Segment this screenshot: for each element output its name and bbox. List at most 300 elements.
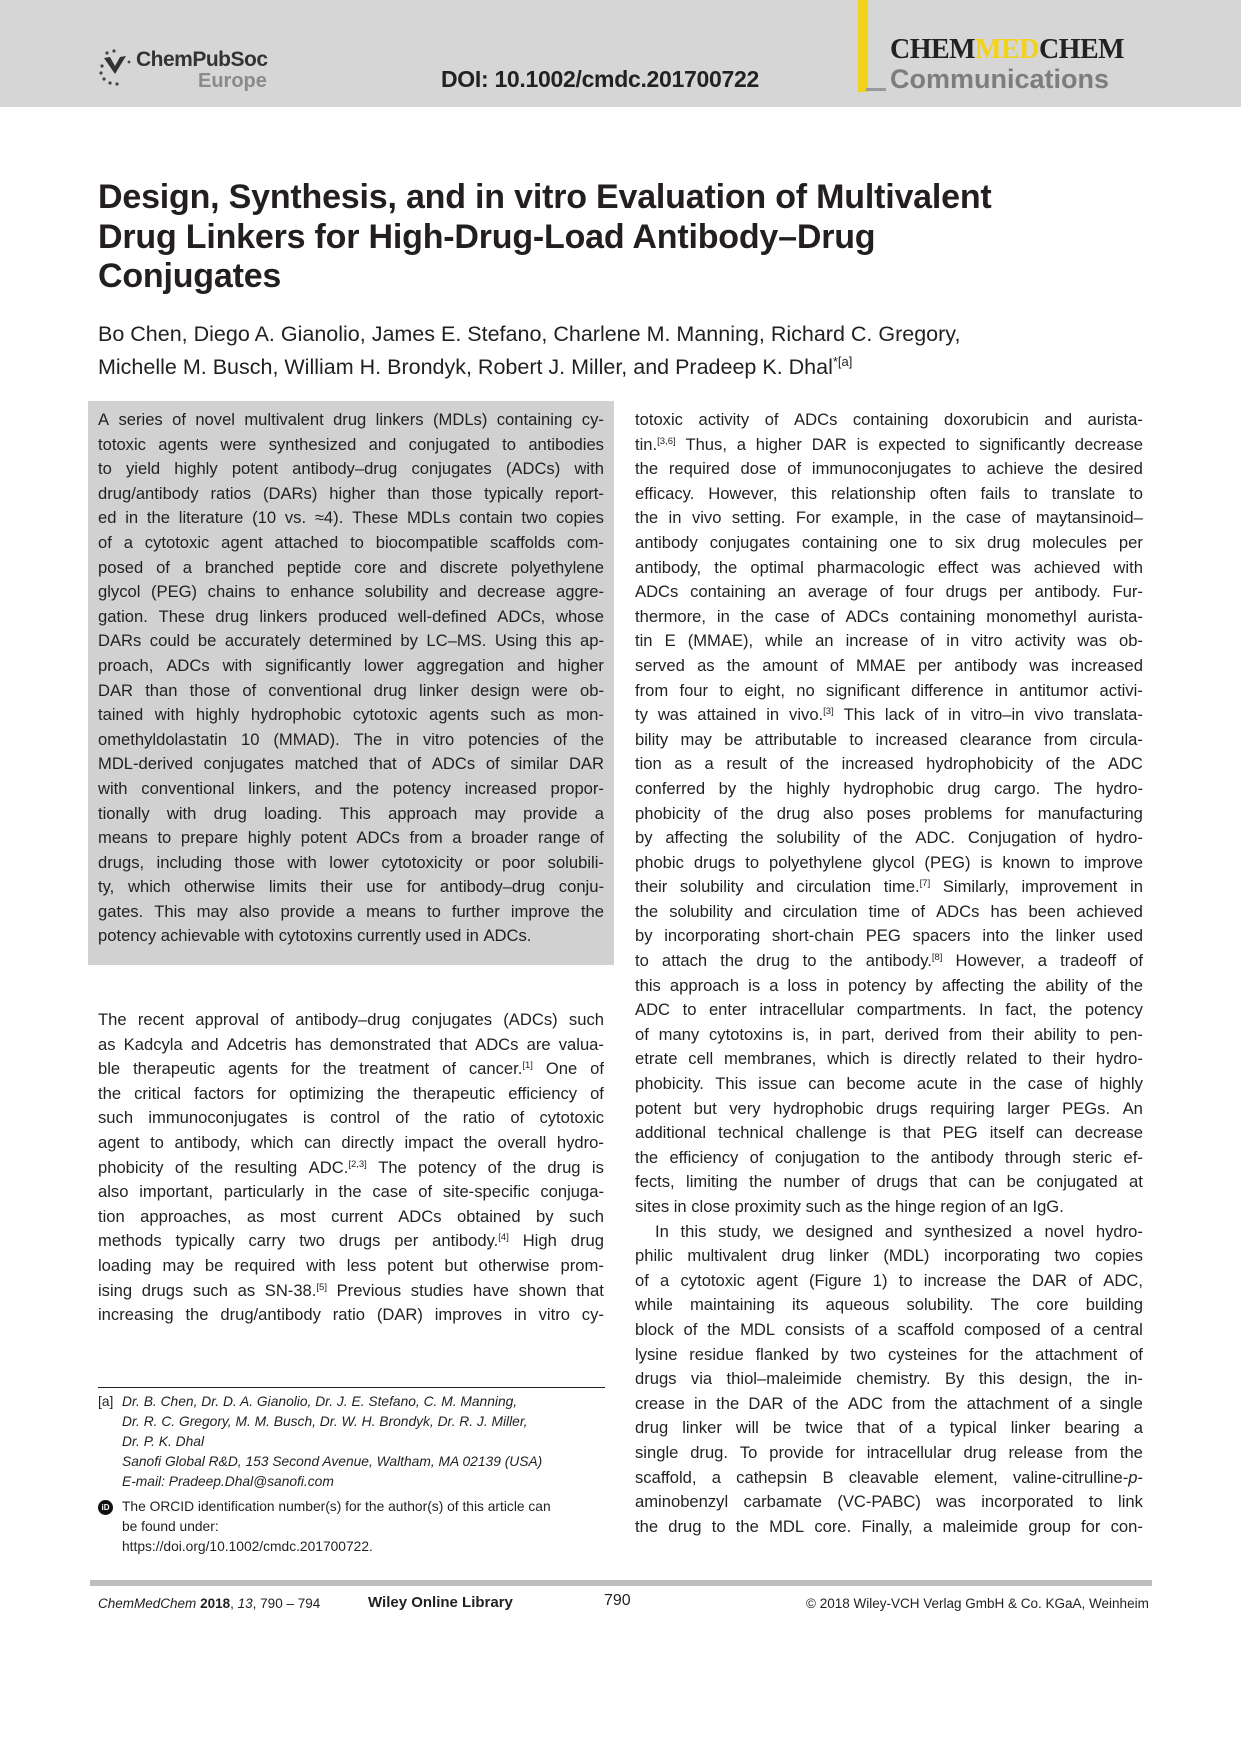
word: peptide [286, 557, 342, 577]
word: MDL [769, 1516, 805, 1536]
word: cargo. [994, 778, 1041, 798]
word: fact, [1005, 1000, 1037, 1020]
word: attachment [1035, 1344, 1118, 1364]
word: E [664, 631, 676, 651]
word: the [932, 508, 956, 528]
word: drugs [693, 852, 736, 872]
text-line [98, 433, 604, 458]
journal-logo-part: CHEM [1038, 34, 1125, 65]
word: conjugated [408, 434, 490, 454]
word: also [823, 803, 854, 823]
word: study, [718, 1221, 762, 1241]
word: attributable [754, 729, 838, 749]
word: and [1044, 410, 1073, 429]
word: the [867, 1197, 891, 1216]
word: approval [195, 1010, 259, 1029]
word: maintaining [689, 1295, 775, 1315]
word: be [724, 729, 743, 749]
word: hydrophobic [843, 778, 934, 798]
word: larger [1007, 1098, 1050, 1118]
word: monomethyl [986, 606, 1077, 626]
word: by [915, 975, 933, 995]
word: ability [1045, 975, 1088, 995]
word: determined [308, 631, 392, 651]
word: ADCs [635, 582, 679, 602]
word: means [98, 828, 148, 848]
word: cleavable [848, 1467, 919, 1487]
word: lysine [635, 1344, 678, 1364]
word: ty [635, 705, 648, 725]
word: case [1027, 1074, 1063, 1094]
word: ef- [1123, 1147, 1143, 1167]
word: to [711, 1516, 726, 1536]
word: but [693, 1098, 717, 1118]
word: loss [787, 975, 818, 995]
word: hydro- [1095, 778, 1143, 798]
text-line [635, 1416, 1143, 1441]
word: containing [496, 410, 573, 429]
word: antibody [954, 655, 1017, 675]
word: composed [964, 1319, 1041, 1339]
word: design [470, 680, 520, 700]
word: improve [1083, 852, 1143, 872]
word: DAR [98, 680, 134, 700]
word: chains [207, 582, 256, 602]
word: be [197, 631, 217, 651]
word: vivo.[3] [789, 705, 834, 725]
word: Thus, [685, 434, 727, 454]
word: propor- [550, 778, 604, 798]
word: a [1023, 1221, 1033, 1241]
word: such [192, 1280, 228, 1300]
word: per [394, 1231, 419, 1251]
word: The [1053, 778, 1083, 798]
text-line [635, 482, 1143, 507]
word: two [850, 1344, 877, 1364]
word: totoxic [98, 434, 146, 454]
word: and [743, 901, 772, 921]
word: conjugated [1036, 1172, 1118, 1192]
word: average [807, 582, 868, 602]
word: biocompatible [375, 532, 479, 552]
word: this [545, 631, 572, 651]
word: also [98, 1182, 129, 1202]
word: derived [884, 1024, 940, 1044]
word: of [1074, 1074, 1089, 1094]
word: increased [875, 729, 948, 749]
word: this [635, 975, 661, 995]
word: to [1088, 1492, 1103, 1512]
text-line [635, 1146, 1143, 1171]
word: close [691, 1197, 730, 1216]
word: we [772, 1221, 795, 1241]
word: become [846, 1074, 906, 1094]
word: of [898, 1418, 913, 1438]
word: gates. [98, 901, 144, 921]
word: of [98, 532, 112, 552]
word: with [1113, 557, 1143, 577]
word: the [635, 1516, 659, 1536]
citation-ref[interactable]: [8] [931, 952, 943, 964]
citation-ref[interactable]: [4] [498, 1232, 509, 1244]
orcid-line: be found under: [122, 1519, 219, 1534]
word: to [929, 532, 943, 552]
word: per [1118, 532, 1143, 552]
word: otherwise [184, 877, 256, 897]
text-line [635, 531, 1143, 556]
word: MMAE [855, 655, 906, 675]
publisher-name: ChemPubSoc [136, 48, 268, 71]
word: steric [1072, 1147, 1113, 1167]
word: attained [697, 705, 757, 725]
word: may [162, 1255, 194, 1275]
citation-pages: 790 – 794 [260, 1596, 321, 1611]
word: while [765, 631, 804, 651]
citation-ref[interactable]: [2,3] [348, 1158, 367, 1170]
word: synthesized [924, 1221, 1012, 1241]
word: further [451, 901, 500, 921]
word: the [993, 1074, 1017, 1094]
word: incorporated [981, 1492, 1074, 1512]
text-line [98, 679, 604, 704]
word: limits [268, 877, 307, 897]
text-line [98, 482, 604, 507]
word: significantly [979, 434, 1065, 454]
footnote-email[interactable]: E-mail: Pradeep.Dhal@sanofi.com [122, 1474, 334, 1489]
text-line [635, 949, 1143, 974]
word: with [306, 1255, 336, 1275]
word: These [352, 508, 399, 528]
word: (DARs) [262, 483, 318, 503]
word: novel [195, 410, 235, 429]
word: of [172, 410, 186, 429]
word: that [857, 1418, 885, 1438]
word: critical [134, 1083, 182, 1103]
word: PEGs. [1062, 1098, 1111, 1118]
word: for [968, 1344, 989, 1364]
word: MDL [740, 1319, 776, 1339]
word: was [1029, 655, 1059, 675]
word: drug [373, 680, 407, 700]
word: The [98, 1010, 127, 1029]
word: intracellular [759, 1000, 845, 1020]
word: ADCs [166, 655, 210, 675]
word: aqueous [825, 1295, 890, 1315]
word: ADC, [1103, 1270, 1143, 1290]
word: in [946, 631, 960, 651]
word: increased [841, 754, 914, 774]
text-line [98, 556, 604, 581]
word: and [438, 582, 467, 602]
word: typically [484, 483, 544, 503]
word: (Figure [808, 1270, 862, 1290]
word: typical [949, 1418, 997, 1438]
word: twice [805, 1418, 844, 1438]
word: conjugates [411, 459, 492, 479]
word: prom- [560, 1255, 604, 1275]
word: synthesized [268, 434, 357, 454]
word: novel [1044, 1221, 1085, 1241]
word: requiring [930, 1098, 995, 1118]
word: a [123, 532, 133, 552]
citation-ref[interactable]: [3] [823, 706, 834, 718]
word: lower [363, 655, 404, 675]
doi: DOI: 10.1002/cmdc.201700722 [441, 66, 759, 92]
word: However, [955, 951, 1025, 971]
orcid-line: The ORCID identification number(s) for the author(s) of this article can [122, 1499, 551, 1514]
word: tin.[3,6] [635, 434, 676, 454]
word: can [1035, 1123, 1063, 1143]
word: block [635, 1319, 674, 1339]
word: antibody, [174, 1132, 241, 1152]
citation-ref[interactable]: [7] [919, 878, 931, 890]
word: drug [547, 1157, 581, 1177]
word: to [1129, 483, 1143, 503]
word: scaffold, [635, 1467, 697, 1487]
word: acute [916, 1074, 958, 1094]
word: ADCs, [497, 606, 546, 626]
footnote-line: Dr. R. C. Gregory, M. M. Busch, Dr. W. H. Brondyk, Dr. R. J. Miller, [122, 1414, 528, 1429]
word: by [718, 778, 737, 798]
word: hydro- [556, 1132, 604, 1152]
word: that [368, 754, 397, 774]
text-line [98, 1254, 604, 1279]
word: of [779, 754, 794, 774]
word: approach [388, 803, 458, 823]
text-line [98, 900, 604, 925]
word: can [304, 1132, 331, 1152]
word: therapeutic [133, 1059, 216, 1079]
word: of [1096, 975, 1111, 995]
word: whose [555, 606, 604, 626]
word: with [287, 852, 317, 872]
word: This [339, 803, 371, 823]
author-list [98, 320, 960, 381]
word: multivalent [244, 410, 324, 429]
word: four [679, 680, 709, 700]
word: itself [989, 1123, 1024, 1143]
word: of [553, 729, 567, 749]
word: is [878, 1123, 891, 1143]
word: those [234, 852, 275, 872]
word: control [330, 1108, 380, 1128]
word: attach [661, 951, 708, 971]
text-line [98, 605, 604, 630]
word: drugs [635, 1369, 677, 1389]
word: is [302, 1108, 315, 1128]
citation-ref[interactable]: [5] [316, 1281, 327, 1293]
text-line [635, 605, 1143, 630]
word: the [896, 1147, 920, 1167]
word: of [1011, 508, 1026, 528]
word: their [320, 877, 353, 897]
word: posed [98, 557, 144, 577]
text-line [98, 851, 604, 876]
word: ADCs [936, 901, 980, 921]
word: to [1023, 483, 1038, 503]
word: potency [848, 975, 907, 995]
word: as [537, 705, 555, 725]
text-line [635, 802, 1143, 827]
word: by [635, 828, 653, 848]
word: for [1081, 1516, 1101, 1536]
word: of [990, 1197, 1005, 1216]
word: IgG. [1032, 1197, 1064, 1216]
word: shown [518, 1280, 567, 1300]
word: a [1074, 1319, 1084, 1339]
orcid-link[interactable]: https://doi.org/10.1002/cmdc.201700722. [122, 1539, 373, 1554]
word: short-chain [771, 926, 854, 946]
word: the [1086, 1369, 1111, 1389]
word: such [568, 1206, 604, 1226]
word: vitro [422, 729, 455, 749]
word: this [978, 1369, 1005, 1389]
word: cysteines [887, 1344, 958, 1364]
word: cytotoxic [144, 532, 210, 552]
word: drug [570, 1231, 604, 1251]
word: The [990, 1295, 1020, 1315]
word: potent [387, 1255, 434, 1275]
word: with [244, 926, 275, 946]
word: from [892, 1393, 926, 1413]
word: An [1122, 1098, 1143, 1118]
word: conjugation [774, 1147, 860, 1167]
word: their [635, 877, 668, 897]
word: compartments. [856, 1000, 967, 1020]
word: antibodies [528, 434, 604, 454]
word: copies [1094, 1246, 1143, 1266]
page-number: 790 [604, 1592, 631, 1609]
word: effect [937, 557, 979, 577]
word: otherwise [478, 1255, 550, 1275]
word: hydrophobicity [926, 754, 1034, 774]
word: group [1028, 1516, 1071, 1536]
word: ≈4). [314, 508, 344, 528]
word: the [635, 1147, 659, 1167]
word: recent [137, 1010, 184, 1029]
word: factors [194, 1083, 244, 1103]
word: part, [841, 1024, 875, 1044]
word: thermore, [635, 606, 707, 626]
word: vitro [538, 1305, 570, 1325]
word: multivalent [687, 1246, 767, 1266]
affiliation-mark: *[a] [832, 354, 853, 369]
text-line [98, 1303, 604, 1328]
word: improvement [1021, 877, 1118, 897]
word: directly [903, 1049, 956, 1069]
word: polyethylene [510, 557, 604, 577]
word: by [400, 631, 418, 651]
text-line [635, 556, 1143, 581]
word: of [851, 1172, 866, 1192]
word: ob- [579, 680, 604, 700]
word: highly [1099, 1074, 1143, 1094]
word: was [936, 1492, 966, 1512]
word: of [820, 606, 835, 626]
orcid-icon: iD [98, 1500, 113, 1515]
word: solubility. [906, 1295, 974, 1315]
abstract-text [98, 408, 604, 949]
word: highly [195, 705, 240, 725]
word: but [444, 1255, 468, 1275]
word: and [756, 877, 784, 897]
word: two [521, 508, 548, 528]
word: for [256, 1083, 277, 1103]
word: per [918, 655, 942, 675]
word: in [818, 1024, 832, 1044]
word: a [923, 1516, 933, 1536]
word: containing [899, 606, 976, 626]
word: a [345, 901, 356, 921]
word: in [513, 1305, 527, 1325]
word: The [378, 1157, 407, 1177]
word: phobic [635, 852, 684, 872]
word: from [635, 680, 669, 700]
text-line [635, 1072, 1143, 1097]
word: and [314, 778, 343, 798]
word: which [128, 877, 171, 897]
word: drugs [876, 1172, 918, 1192]
word: antibody [930, 1147, 994, 1167]
text-line [635, 506, 1143, 531]
word: molecules [1032, 532, 1107, 552]
word: as [237, 1280, 256, 1300]
word: antibody [635, 532, 698, 552]
word: means [366, 901, 416, 921]
word: methods [98, 1231, 162, 1251]
word: drug. [690, 1442, 729, 1462]
word: with [222, 655, 253, 675]
word: core [1036, 1295, 1069, 1315]
word: produced [318, 606, 388, 626]
word: are [526, 1034, 551, 1054]
word: been [1028, 901, 1066, 921]
word: ADC.[2,3] [308, 1157, 367, 1177]
word: of [156, 557, 170, 577]
word: the [726, 655, 750, 675]
footnote-line: Dr. B. Chen, Dr. D. A. Gianolio, Dr. J. E. Stefano, C. M. Manning, [122, 1394, 518, 1409]
word: and [190, 1034, 219, 1054]
word: aurista- [1087, 606, 1143, 626]
citation-ref[interactable]: [1] [522, 1060, 533, 1072]
word: a [711, 1467, 721, 1487]
word: while [635, 1295, 673, 1315]
word: B [822, 1467, 834, 1487]
word: decrease [1074, 434, 1143, 454]
word: tin [635, 631, 653, 651]
word: incorporating [664, 926, 761, 946]
word: pharmacologic [816, 557, 925, 577]
word: increased [464, 778, 537, 798]
word: highly [247, 828, 292, 848]
word: which [827, 1049, 870, 1069]
text-line [635, 1318, 1143, 1343]
word: drug [635, 1418, 669, 1438]
word: of [418, 1182, 433, 1202]
word: hydro- [1095, 1049, 1143, 1069]
word: to [802, 951, 817, 971]
word: the [1020, 926, 1044, 946]
text-line [635, 752, 1143, 777]
word: fails [980, 483, 1011, 503]
word: and [368, 434, 397, 454]
word: as [697, 655, 715, 675]
word: were [531, 680, 568, 700]
wiley-online-library-link[interactable]: Wiley Online Library [368, 1594, 513, 1611]
citation-ref[interactable]: [3,6] [657, 435, 676, 447]
word: mon- [566, 705, 604, 725]
word: (ADCs) [503, 1010, 558, 1029]
